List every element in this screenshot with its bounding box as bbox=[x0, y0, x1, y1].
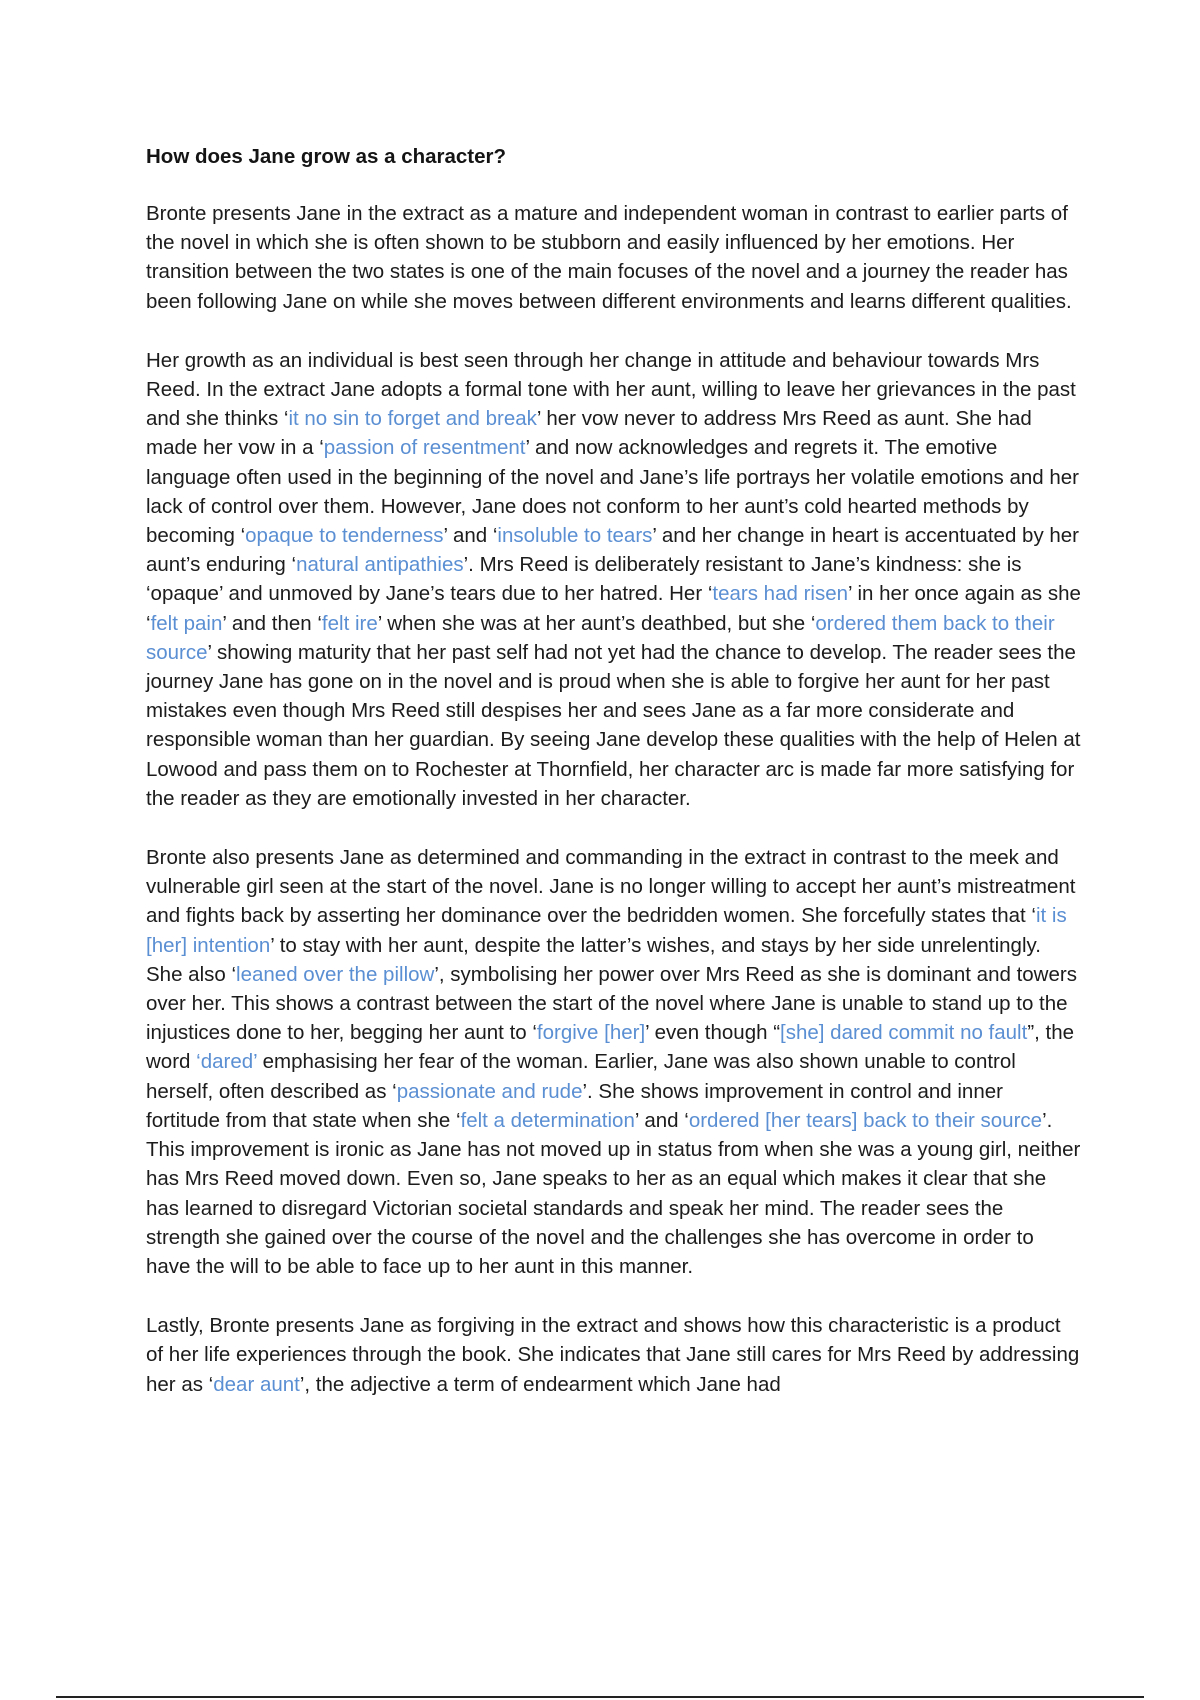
body-text: ’. Mrs Reed is deliberately resistant to Jane’s kindness: she is ‘opaque’ and unmoved by Jane’s tears due to her hatred. Her ‘ bbox=[146, 553, 1022, 606]
body-text: ’ and ‘ bbox=[443, 524, 498, 548]
body-text: ’ and then ‘ bbox=[222, 611, 322, 635]
quotation: ‘dared’ bbox=[196, 1050, 257, 1074]
body-text: ’ and her change in heart is accentuated by her aunt’s enduring ‘ bbox=[146, 524, 1080, 577]
body-text: emphasising her fear of the woman. Earlier, Jane was also shown unable to control herself, often described as ‘ bbox=[146, 1050, 1016, 1103]
quotation: tears had risen bbox=[712, 582, 849, 606]
quotation: felt ire bbox=[321, 611, 378, 635]
quotation: dear aunt bbox=[213, 1372, 300, 1396]
body-text: ’. She shows improvement in control and inner fortitude from that state when she ‘ bbox=[146, 1079, 1003, 1132]
body-text: ’. This improvement is ironic as Jane has not moved up in status from when she was a young girl, neither has Mrs Reed moved down. Even so, Jane speaks to her as an equal which makes it clear that she has learned to disregard Victorian societal standards and speak her mind. The reader sees the strength she gained over the course of the novel and the challenges she has overcome in order to have the will to be able to face up to her aunt in this manner. bbox=[146, 1108, 1081, 1278]
quotation: ordered [her tears] back to their source bbox=[688, 1108, 1043, 1132]
body-text: Lastly, Bronte presents Jane as forgiving in the extract and shows how this characteristic is a product of her life experiences through the book. She indicates that Jane still cares for Mrs Reed by addressing her as ‘ bbox=[146, 1314, 1080, 1396]
paragraph-determination bbox=[146, 843, 1081, 1281]
body-text: ’ in her once again as she ‘ bbox=[146, 582, 1081, 635]
quotation: felt pain bbox=[150, 611, 223, 635]
quotation: passion of resentment bbox=[323, 436, 526, 460]
quotation: insoluble to tears bbox=[497, 524, 653, 548]
paragraph-growth bbox=[146, 346, 1081, 813]
body-text: ’, the adjective a term of endearment which Jane had bbox=[299, 1372, 781, 1396]
body-text: ’ showing maturity that her past self had not yet had the chance to develop. The reader sees the journey Jane has gone on in the novel and is proud when she is able to forgive her aunt for her past mistakes even though Mrs Reed still despises her and sees Jane as a far more considerate and responsible woman than her guardian. By seeing Jane develop these qualities with the help of Helen at Lowood and pass them on to Rochester at Thornfield, her character arc is made far more satisfying for the reader as they are emotionally invested in her character. bbox=[146, 640, 1081, 810]
paragraph-forgiving bbox=[146, 1311, 1081, 1399]
body-text: ’ even though “ bbox=[645, 1021, 781, 1045]
quotation: ordered them back to their source bbox=[146, 611, 1055, 664]
body-text: ’ and now acknowledges and regrets it. The emotive language often used in the beginning of the novel and Jane’s life portrays her volatile emotions and her lack of control over them. However, Jane does not conform to her aunt’s cold hearted methods by becoming ‘ bbox=[146, 436, 1080, 548]
quotation: leaned over the pillow bbox=[236, 962, 435, 986]
body-text: ’ to stay with her aunt, despite the latter’s wishes, and stays by her side unrelentingly. She also ‘ bbox=[146, 933, 1041, 986]
body-text: ”, the word bbox=[146, 1021, 1075, 1074]
quotation: passionate and rude bbox=[396, 1079, 583, 1103]
quotation: forgive [her] bbox=[536, 1021, 646, 1045]
body-text: ’, symbolising her power over Mrs Reed as she is dominant and towers over her. This shows a contrast between the start of the novel where Jane is unable to stand up to the injustices done to her, begging her aunt to ‘ bbox=[146, 962, 1077, 1045]
quotation: it no sin to forget and break bbox=[288, 407, 537, 431]
body-text: Her growth as an individual is best seen through her change in attitude and behaviour towards Mrs Reed. In the extract Jane adopts a formal tone with her aunt, willing to leave her grievances in the past and she thinks ‘ bbox=[146, 348, 1076, 431]
quotation: opaque to tenderness bbox=[245, 524, 444, 548]
page-bottom-rule bbox=[56, 1696, 1144, 1698]
body-text: Bronte presents Jane in the extract as a mature and independent woman in contrast to earlier parts of the novel in which she is often shown to be stubborn and easily influenced by her emotions. Her transition between the two states is one of the main focuses of the novel and a journey the reader has been following Jane on while she moves between different environments and learns different qualities. bbox=[146, 202, 1072, 313]
document-page bbox=[146, 142, 1081, 1429]
body-text: Bronte also presents Jane as determined and commanding in the extract in contrast to the meek and vulnerable girl seen at the start of the novel. Jane is no longer willing to accept her aunt’s mistreatment and fights back by asserting her dominance over the bedridden women. She forcefully states that ‘ bbox=[146, 846, 1076, 928]
quotation: it is [her] intention bbox=[146, 904, 1067, 957]
body-text: ’ when she was at her aunt’s deathbed, but she ‘ bbox=[377, 611, 816, 635]
paragraph-intro bbox=[146, 199, 1081, 316]
body-text: ’ her vow never to address Mrs Reed as aunt. She had made her vow in a ‘ bbox=[146, 407, 1032, 460]
quotation: natural antipathies bbox=[296, 553, 464, 577]
quotation: felt a determination bbox=[460, 1108, 635, 1132]
body-text: ’ and ‘ bbox=[634, 1108, 689, 1132]
document-title: How does Jane grow as a character? bbox=[146, 145, 507, 168]
quotation: [she] dared commit no fault bbox=[780, 1021, 1028, 1045]
